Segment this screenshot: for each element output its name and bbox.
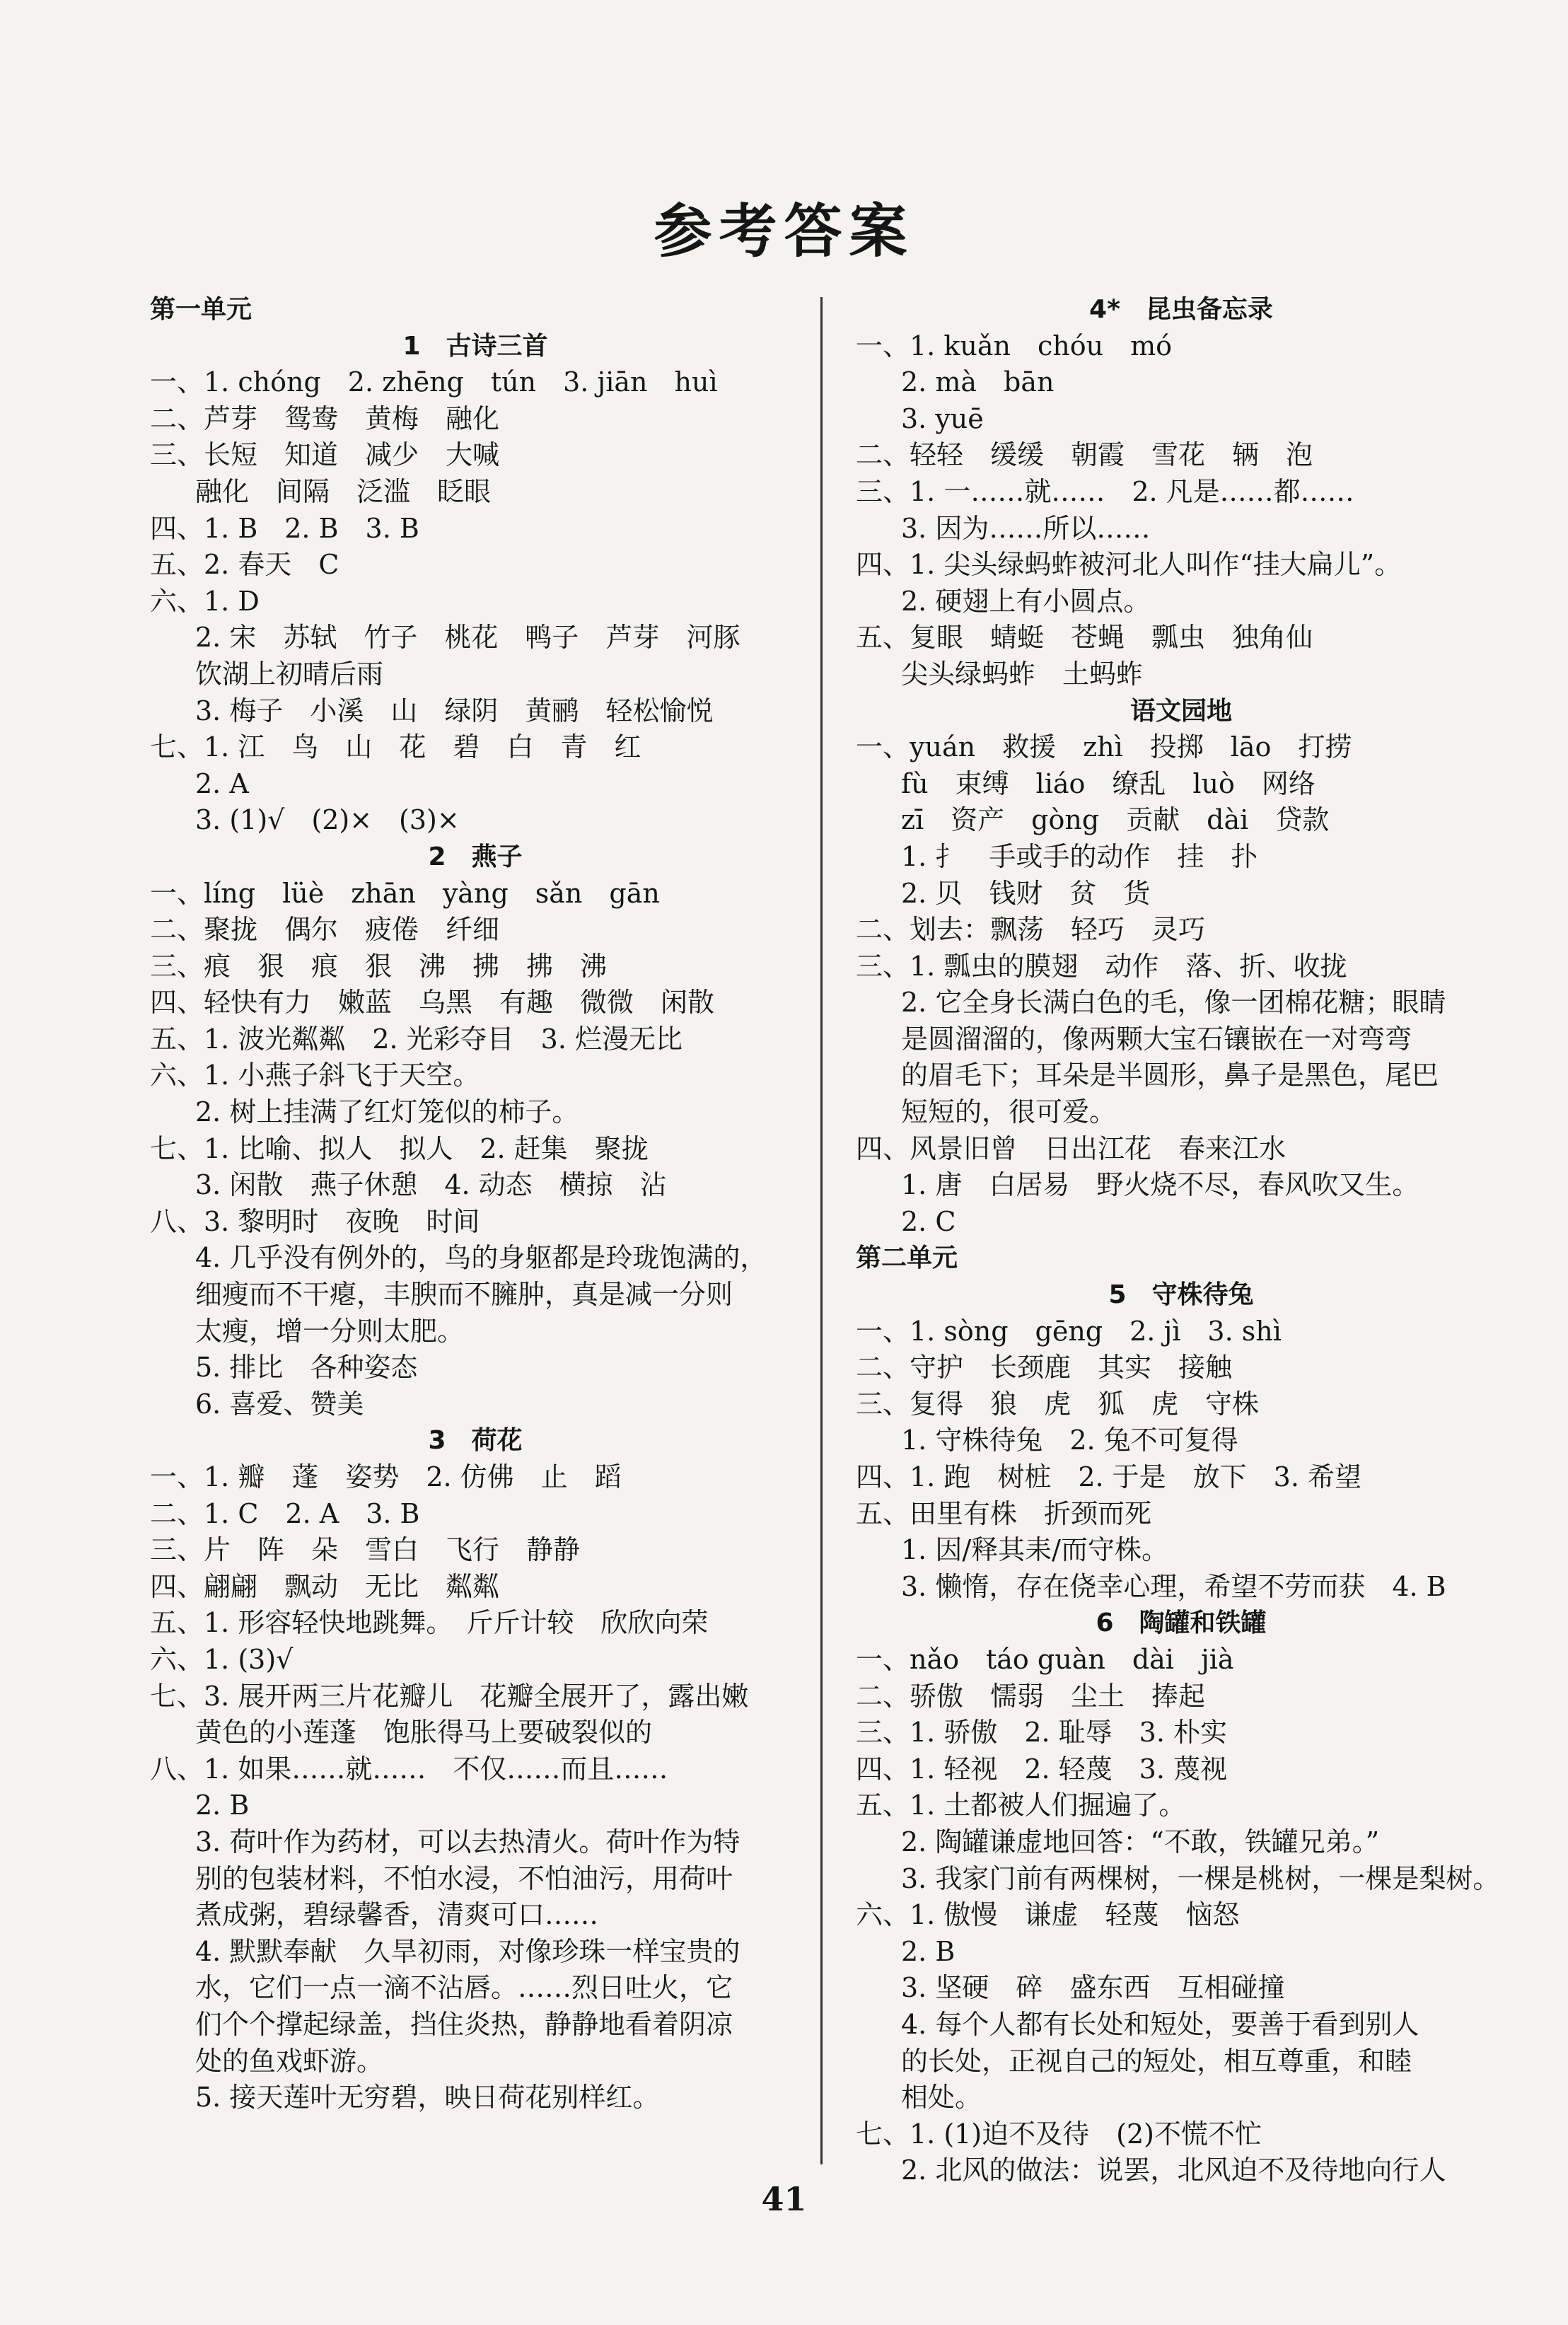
answer-line: 二、守护 长颈鹿 其实 接触 — [856, 1352, 1233, 1384]
answer-subline: 5. 接天莲叶无穷碧，映日荷花别样红。 — [195, 2082, 660, 2114]
answer-subline: 4. 每个人都有长处和短处，要善于看到别人 — [901, 2008, 1419, 2040]
answer-line: 三、长短 知道 减少 大喊 — [150, 439, 500, 471]
answer-subline: 5. 排比 各种姿态 — [195, 1352, 418, 1384]
answer-line: 六、1. 小燕子斜飞于天空。 — [150, 1060, 480, 1091]
answer-line: 一、nǎo táo guàn dài jià — [856, 1643, 1234, 1675]
answer-subline: 2. mà bān — [901, 366, 1055, 398]
answer-line: 一、1. kuǎn chóu mó — [856, 330, 1172, 361]
answer-line: 二、划去：飘荡 轻巧 灵巧 — [856, 914, 1206, 946]
page-number: 41 — [761, 2180, 807, 2218]
answer-line: 三、1. 瓢虫的膜翅 动作 落、折、收拢 — [856, 950, 1347, 982]
answer-subline: 3. 坚硬 碎 盛东西 互相碰撞 — [901, 1972, 1285, 2004]
answer-line: 七、1. (1)迫不及待 (2)不慌不忙 — [856, 2118, 1262, 2150]
answer-line: 七、1. 比喻、拟人 拟人 2. 赶集 聚拢 — [150, 1132, 649, 1164]
answer-subline: 1. 唐 白居易 野火烧不尽，春风吹又生。 — [901, 1169, 1419, 1201]
answer-line: 一、1. chóng 2. zhēng tún 3. jiān huì — [150, 366, 718, 398]
answer-line: 六、1. (3)√ — [150, 1643, 294, 1675]
left-column — [150, 291, 801, 2116]
lesson-heading: 3 荷花 — [428, 1426, 523, 1456]
answer-subline: 2. 北风的做法：说罢，北风迫不及待地向行人 — [901, 2155, 1446, 2186]
answer-subline: fù 束缚 liáo 缭乱 luò 网络 — [901, 767, 1316, 799]
lesson-heading: 2 燕子 — [428, 842, 523, 871]
answer-subline: 3. 懒惰，存在侥幸心理，希望不劳而获 4. B — [901, 1570, 1446, 1602]
answer-subline: 3. yuē — [901, 402, 984, 434]
answer-line: 三、复得 狼 虎 狐 虎 守株 — [856, 1388, 1260, 1420]
answer-line: 一、yuán 救援 zhì 投掷 lāo 打捞 — [856, 731, 1352, 763]
answer-subline: 是圆溜溜的，像两颗大宝石镶嵌在一对弯弯 — [901, 1023, 1412, 1055]
answer-line: 五、1. 土都被人们掘遍了。 — [856, 1790, 1186, 1821]
answer-line: 七、1. 江 鸟 山 花 碧 白 青 红 — [150, 731, 641, 763]
answer-line: 二、聚拢 偶尔 疲倦 纤细 — [150, 914, 500, 946]
answer-subline: 的眉毛下；耳朵是半圆形，鼻子是黑色，尾巴 — [901, 1060, 1439, 1091]
answer-line: 五、田里有株 折颈而死 — [856, 1497, 1152, 1529]
lesson-heading: 1 古诗三首 — [402, 331, 548, 361]
page-title: 参考答案 — [654, 197, 914, 265]
answer-subline: 3. 荷叶作为药材，可以去热清火。荷叶作为特 — [195, 1826, 741, 1857]
answer-line: 四、风景旧曾 日出江花 春来江水 — [856, 1132, 1287, 1164]
answer-subline: 3. 闲散 燕子休憩 4. 动态 横掠 沾 — [195, 1169, 667, 1201]
answer-line: 六、1. 傲慢 谦虚 轻蔑 恼怒 — [856, 1899, 1240, 1931]
answer-subline: 1. 扌 手或手的动作 挂 扑 — [901, 840, 1258, 872]
answer-subline: 煮成粥，碧绿馨香，清爽可口…… — [195, 1899, 599, 1931]
answer-subline: 相处。 — [901, 2082, 982, 2114]
answer-line: 二、骄傲 懦弱 尘土 捧起 — [856, 1680, 1206, 1712]
answer-line: 四、1. 轻视 2. 轻蔑 3. 蔑视 — [856, 1753, 1228, 1785]
answer-line: 五、复眼 蜻蜓 苍蝇 瓢虫 独角仙 — [856, 622, 1313, 654]
answer-subline: 短短的，很可爱。 — [901, 1096, 1117, 1128]
lesson-heading: 5 守株待兔 — [1108, 1280, 1254, 1310]
answer-subline: 3. (1)√ (2)× (3)× — [195, 804, 460, 836]
answer-subline: zī 资产 gòng 贡献 dài 贷款 — [901, 804, 1330, 836]
answer-subline: 2. 贝 钱财 贫 货 — [901, 877, 1151, 909]
answer-line: 四、1. 尖头绿蚂蚱被河北人叫作“挂大扁儿”。 — [856, 549, 1402, 581]
lesson-heading: 6 陶罐和铁罐 — [1096, 1608, 1267, 1638]
answer-subline: 融化 间隔 泛滥 眨眼 — [195, 475, 492, 507]
answer-line: 八、1. 如果……就…… 不仅……而且…… — [150, 1753, 668, 1785]
answer-subline: 2. A — [195, 767, 249, 799]
right-column — [856, 291, 1506, 2189]
unit-heading: 第二单元 — [856, 1243, 958, 1273]
answer-subline: 们个个撑起绿盖，挡住炎热，静静地看着阴凉 — [195, 2008, 733, 2040]
answer-subline: 饮湖上初晴后雨 — [195, 658, 384, 690]
answer-line: 三、片 阵 朵 雪白 飞行 静静 — [150, 1534, 581, 1566]
answer-subline: 2. B — [901, 1935, 956, 1967]
answer-line: 四、翩翩 飘动 无比 粼粼 — [150, 1570, 500, 1602]
answer-line: 一、líng lüè zhān yàng sǎn gān — [150, 877, 660, 909]
answer-subline: 处的鱼戏虾游。 — [195, 2045, 384, 2077]
answer-line: 一、1. sòng gēng 2. jì 3. shì — [856, 1315, 1282, 1347]
answer-line: 四、轻快有力 嫩蓝 乌黑 有趣 微微 闲散 — [150, 987, 715, 1019]
answer-line: 五、2. 春天 C — [150, 549, 339, 581]
answer-subline: 2. B — [195, 1790, 250, 1821]
answer-subline: 1. 因/释其耒/而守株。 — [901, 1534, 1168, 1566]
answer-line: 二、轻轻 缓缓 朝霞 雪花 辆 泡 — [856, 439, 1313, 471]
answer-subline: 4. 默默奉献 久旱初雨，对像珍珠一样宝贵的 — [195, 1935, 741, 1967]
answer-line: 七、3. 展开两三片花瓣儿 花瓣全展开了，露出嫩 — [150, 1680, 749, 1712]
answer-subline: 2. 树上挂满了红灯笼似的柿子。 — [195, 1096, 579, 1128]
answer-subline: 2. 硬翅上有小圆点。 — [901, 585, 1151, 617]
answer-line: 三、1. 一……就…… 2. 凡是……都…… — [856, 475, 1354, 507]
answer-line: 一、1. 瓣 蓬 姿势 2. 仿佛 止 蹈 — [150, 1461, 622, 1492]
answer-subline: 4. 几乎没有例外的，鸟的身躯都是玲珑饱满的， — [195, 1242, 767, 1274]
answer-subline: 尖头绿蚂蚱 土蚂蚱 — [901, 658, 1144, 690]
answer-subline: 水，它们一点一滴不沾唇。……烈日吐火，它 — [195, 1972, 733, 2004]
answer-line: 三、1. 骄傲 2. 耻辱 3. 朴实 — [856, 1717, 1228, 1749]
answer-subline: 3. 因为……所以…… — [901, 512, 1151, 544]
answer-line: 四、1. B 2. B 3. B — [150, 512, 419, 544]
column-divider — [820, 297, 823, 2164]
answer-line: 五、1. 波光粼粼 2. 光彩夺目 3. 烂漫无比 — [150, 1023, 683, 1055]
answer-line: 八、3. 黎明时 夜晚 时间 — [150, 1205, 480, 1237]
answer-line: 四、1. 跑 树桩 2. 于是 放下 3. 希望 — [856, 1461, 1362, 1492]
answer-subline: 2. C — [901, 1205, 956, 1237]
answer-subline: 的长处，正视自己的短处，相互尊重，和睦 — [901, 2045, 1412, 2077]
lesson-heading: 语文园地 — [1129, 696, 1232, 726]
answer-subline: 细瘦而不干瘪，丰腴而不臃肿，真是减一分则 — [195, 1279, 733, 1311]
answer-line: 三、痕 狠 痕 狠 沸 拂 拂 沸 — [150, 950, 608, 982]
answer-subline: 2. 宋 苏轼 竹子 桃花 鸭子 芦芽 河豚 — [195, 622, 741, 654]
unit-heading: 第一单元 — [150, 295, 252, 324]
answer-subline: 太瘦，增一分则太肥。 — [195, 1315, 465, 1347]
answer-subline: 6. 喜爱、赞美 — [195, 1388, 364, 1420]
answer-subline: 1. 守株待兔 2. 兔不可复得 — [901, 1425, 1238, 1456]
answer-line: 二、芦芽 鸳鸯 黄梅 融化 — [150, 402, 500, 434]
answer-subline: 3. 我家门前有两棵树，一棵是桃树，一棵是梨树。 — [901, 1862, 1500, 1894]
answer-subline: 2. 陶罐谦虚地回答：“不敢，铁罐兄弟。” — [901, 1826, 1380, 1857]
lesson-heading: 4* 昆虫备忘录 — [1089, 295, 1273, 324]
answer-line: 二、1. C 2. A 3. B — [150, 1497, 420, 1529]
answer-subline: 2. 它全身长满白色的毛，像一团棉花糖；眼睛 — [901, 987, 1446, 1019]
answer-line: 五、1. 形容轻快地跳舞。 斤斤计较 欣欣向荣 — [150, 1607, 709, 1639]
answer-subline: 3. 梅子 小溪 山 绿阴 黄鹂 轻松愉悦 — [195, 695, 714, 726]
answer-line: 六、1. D — [150, 585, 260, 617]
answer-subline: 黄色的小莲蓬 饱胀得马上要破裂似的 — [195, 1717, 653, 1749]
answer-subline: 别的包装材料，不怕水浸，不怕油污，用荷叶 — [195, 1862, 733, 1894]
